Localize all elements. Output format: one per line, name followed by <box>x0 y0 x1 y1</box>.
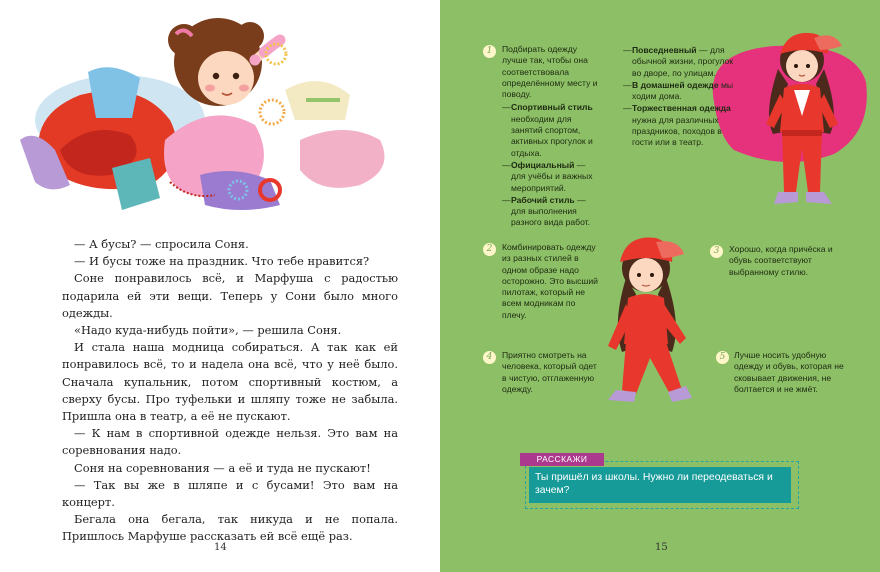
tip-5 <box>734 350 846 395</box>
style-term: Рабочий стиль <box>511 194 575 205</box>
style-item <box>623 80 738 103</box>
story-paragraph: — И бусы тоже на праздник. Что тебе нравится? <box>74 254 370 269</box>
style-item <box>502 160 600 194</box>
style-term: В домашней одежде <box>632 79 719 90</box>
tip-number-badge: 1 <box>483 45 496 58</box>
tip-4 <box>502 350 602 395</box>
girl-with-clothes-illustration <box>0 0 440 230</box>
style-item <box>502 195 600 229</box>
style-item <box>502 102 600 158</box>
page-number-right: 15 <box>655 542 668 553</box>
tip-number-badge: 4 <box>483 351 496 364</box>
page-number-left: 14 <box>214 542 227 553</box>
style-term: Повседневный <box>632 45 697 55</box>
style-desc: — для выполнения разного вида работ. <box>511 194 591 228</box>
story-paragraph: «Надо куда-нибудь пойти», — решила Соня. <box>74 323 342 338</box>
tip-text: Лучше носить удобную одежду и обувь, которая не сковывает движения, не болтается и не жмёт. <box>734 350 844 394</box>
walking-girl-illustration <box>596 228 712 408</box>
tip-number-badge: 3 <box>710 245 723 258</box>
story-paragraph: Соня на соревнования — а её и туда не пускают! <box>74 460 371 475</box>
tell-question: Ты пришёл из школы. Нужно ли переодеваться и зачем? <box>535 472 773 496</box>
style-desc: мы ходим дома. <box>632 79 734 102</box>
story-text <box>62 236 398 546</box>
style-desc: нужна для различных праздников, походов в гости или в театр. <box>632 114 722 148</box>
style-term: Официальный <box>511 159 575 170</box>
style-term: Спортивный стиль <box>511 102 593 113</box>
tell-question-box <box>529 467 791 503</box>
story-paragraph: И стала наша модница собираться. А так как ей понравилось всё, то и надела она всё, что у неё было. Сначала купальник, потом спортивный костюм, а сверху бусы. Про туфельки и шляпу тоже не забыла. Пришла она в театр, а её не пускают. <box>62 340 398 424</box>
girl-in-red-tracksuit-illustration <box>758 24 848 214</box>
tip-text: Комбинировать одежду из разных стилей в одном образе надо осторожно. Это высший пилотаж, который не всем модникам по плечу. <box>502 242 598 320</box>
tell-label: РАССКАЖИ <box>520 453 604 466</box>
style-desc: необходим для занятий спортом, активных прогулок и отдыха. <box>511 113 593 158</box>
style-desc: — для обычной жизни, прогулок во дворе, по улицам. <box>632 45 733 78</box>
tip-text: Приятно смотреть на человека, который одет в чистую, отглаженную одежду. <box>502 350 597 394</box>
right-page <box>440 0 880 572</box>
style-item <box>623 103 738 148</box>
story-paragraph: — К нам в спортивной одежде нельзя. Это вам на соревнования надо. <box>62 426 398 458</box>
style-item <box>623 45 738 79</box>
story-paragraph: — А бусы? — спросила Соня. <box>74 237 249 251</box>
story-paragraph: — Так вы же в шляпе и с бусами! Это вам на концерт. <box>62 477 398 510</box>
style-term: Торжественная одежда <box>632 103 731 114</box>
story-paragraph: Соне понравилось всё, и Марфуша с радостью подарила ей эти вещи. Теперь у Сони было много одежды. <box>62 271 398 320</box>
tip-3 <box>729 244 837 278</box>
tip-text: Подбирать одежду лучше так, чтобы она соответствовала определённому месту и поводу. <box>502 44 598 100</box>
tip-1-continued <box>623 44 738 149</box>
tip-text: Хорошо, когда причёска и обувь соответствуют выбранному стилю. <box>729 244 833 277</box>
style-desc: — для учёбы и важных мероприятий. <box>511 159 593 193</box>
tip-number-badge: 2 <box>483 243 496 256</box>
tip-2 <box>502 242 602 321</box>
story-paragraph: Бегала она бегала, так никуда и не попала. Пришлось Марфуше рассказать ей всё ещё раз. <box>62 512 398 544</box>
tip-number-badge: 5 <box>716 351 729 364</box>
tip-1 <box>502 44 600 229</box>
